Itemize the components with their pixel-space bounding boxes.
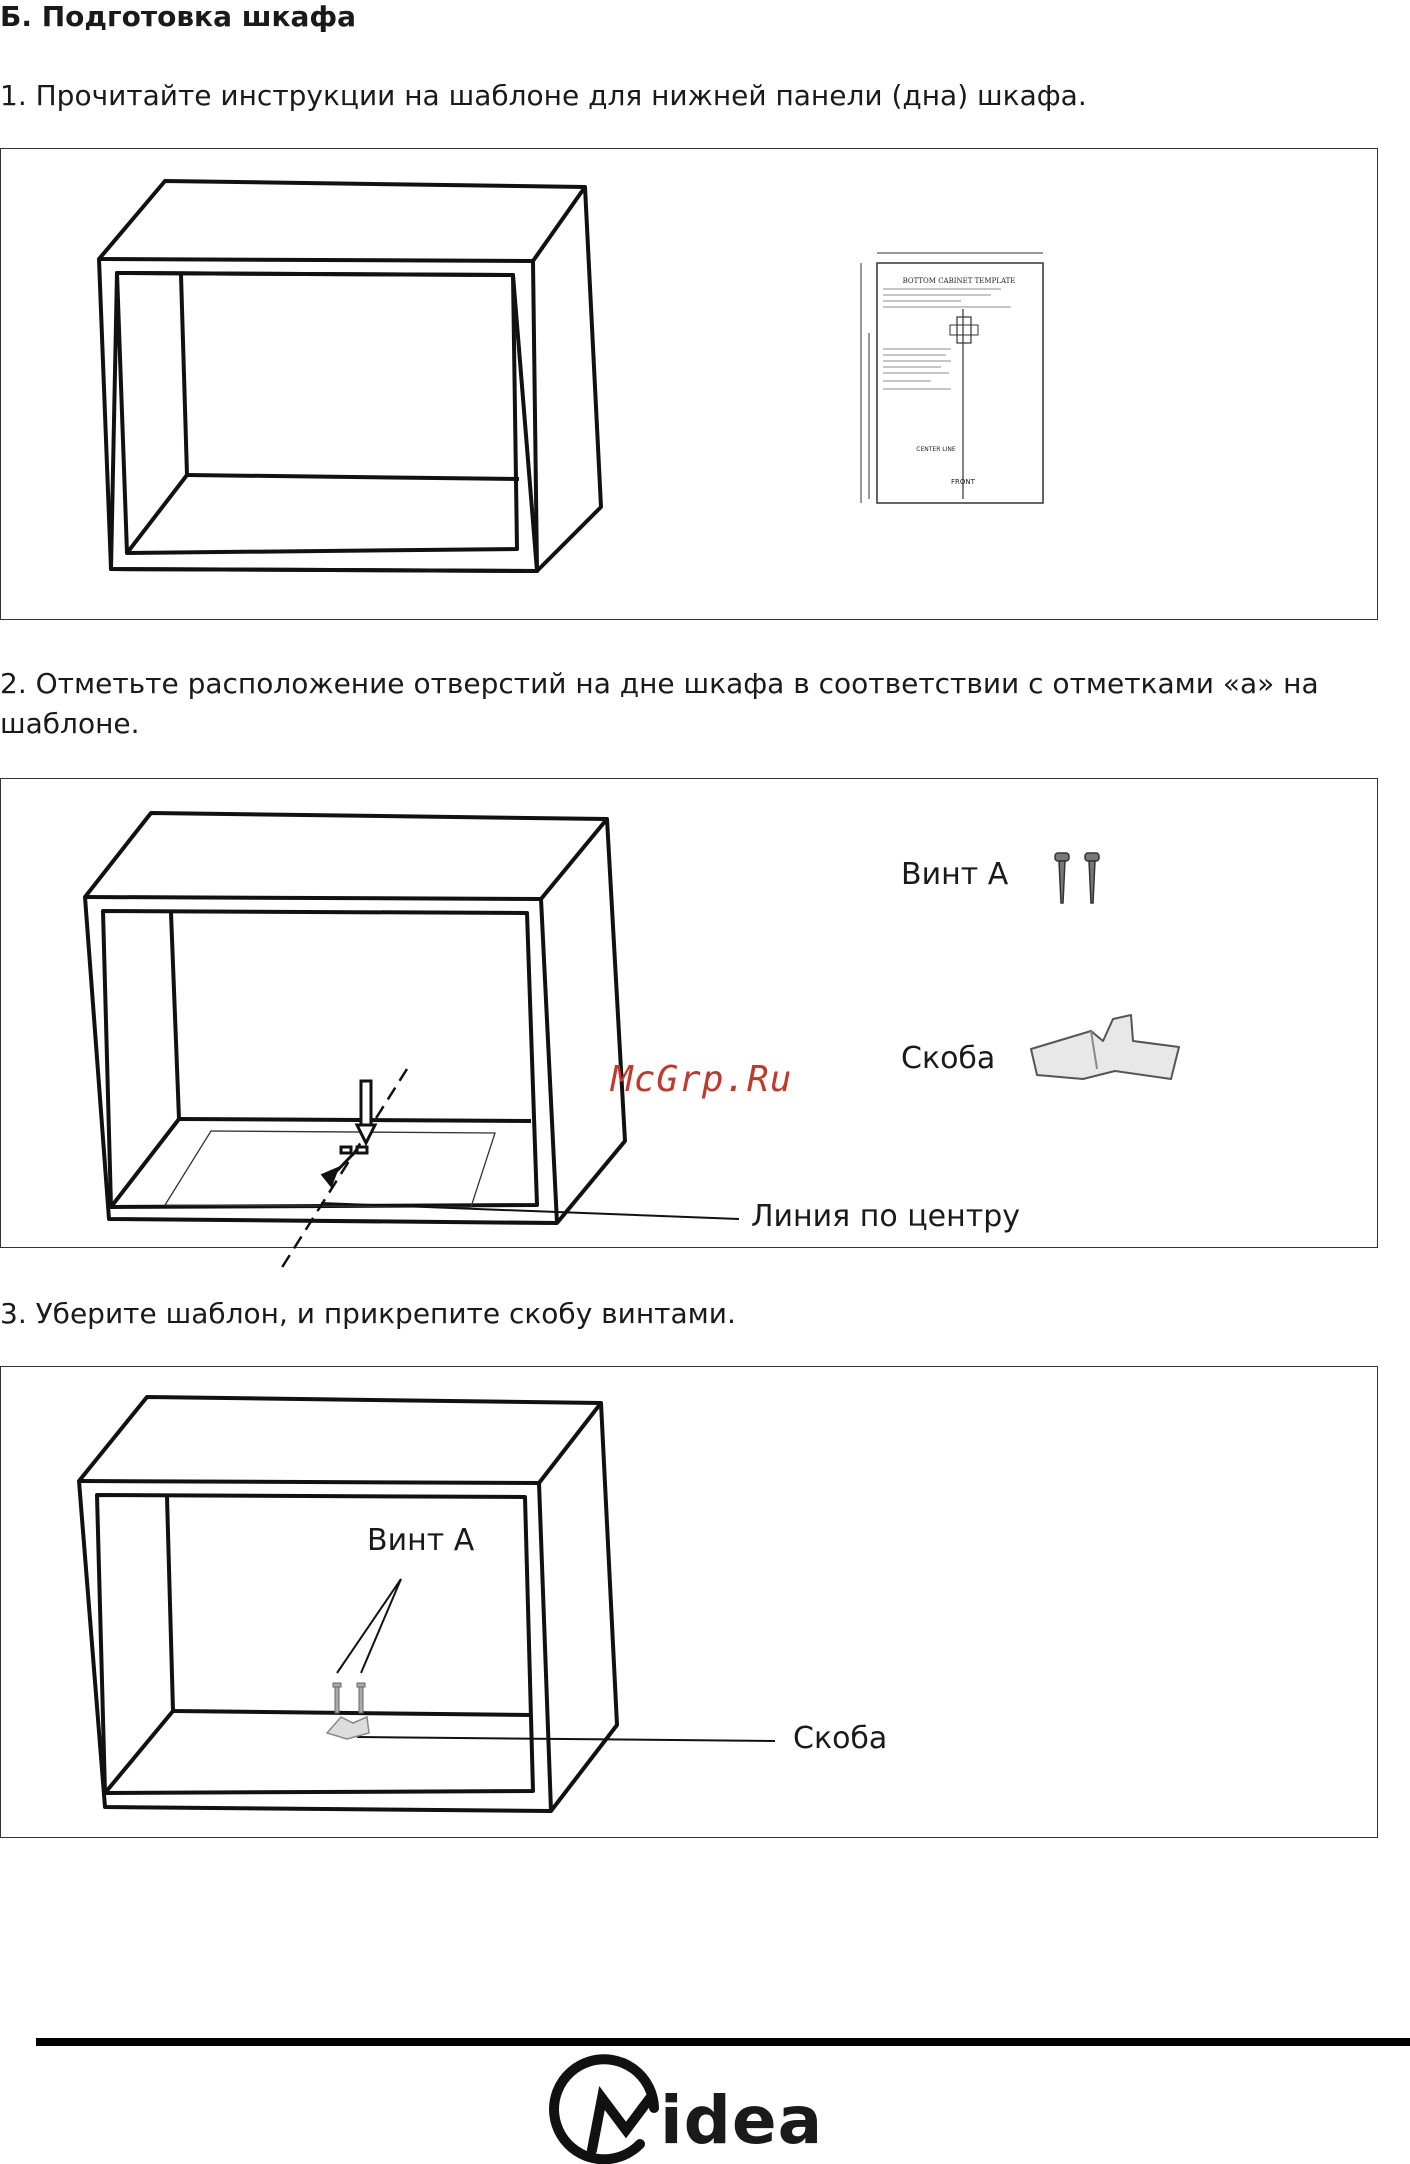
installed-bracket-icon <box>327 1717 369 1739</box>
step-2-text: 2. Отметьте расположение отверстий на дне шкафа в соответствии с отметками «а» на шаблоне. <box>0 667 1319 740</box>
template-title: BOTTOM CABINET TEMPLATE <box>902 277 1016 285</box>
section-title: Б. Подготовка шкафа <box>0 0 357 33</box>
watermark: McGrp.Ru <box>611 1059 793 1100</box>
step-3-text: 3. Уберите шаблон, и прикрепите скобу винтами. <box>0 1297 736 1330</box>
bracket-label-3: Скоба <box>793 1721 888 1756</box>
cabinet-illustration-2 <box>1 779 1379 1299</box>
step-3-panel <box>0 1366 1378 1838</box>
bracket-label: Скоба <box>901 1041 996 1076</box>
screw-a-label-3: Винт А <box>367 1523 475 1558</box>
brand-logo-text: idea <box>660 2082 824 2159</box>
step-2-panel <box>0 778 1378 1248</box>
screw-a-label: Винт А <box>901 857 1009 892</box>
cabinet-illustration-1 <box>1 149 1379 621</box>
screw-a-icon <box>1055 853 1099 903</box>
center-line-label: Линия по центру <box>751 1199 1021 1234</box>
footer-divider <box>36 2038 1410 2046</box>
template-sheet <box>861 253 1043 503</box>
template-center: CENTER LINE <box>916 446 956 453</box>
cabinet-illustration-3 <box>1 1367 1379 1839</box>
step-1-panel <box>0 148 1378 620</box>
bracket-icon <box>1031 1015 1179 1079</box>
template-front: FRONT <box>951 478 975 486</box>
installed-screws-icon <box>333 1683 365 1713</box>
step-1-text: 1. Прочитайте инструкции на шаблоне для нижней панели (дна) шкафа. <box>0 79 1087 112</box>
